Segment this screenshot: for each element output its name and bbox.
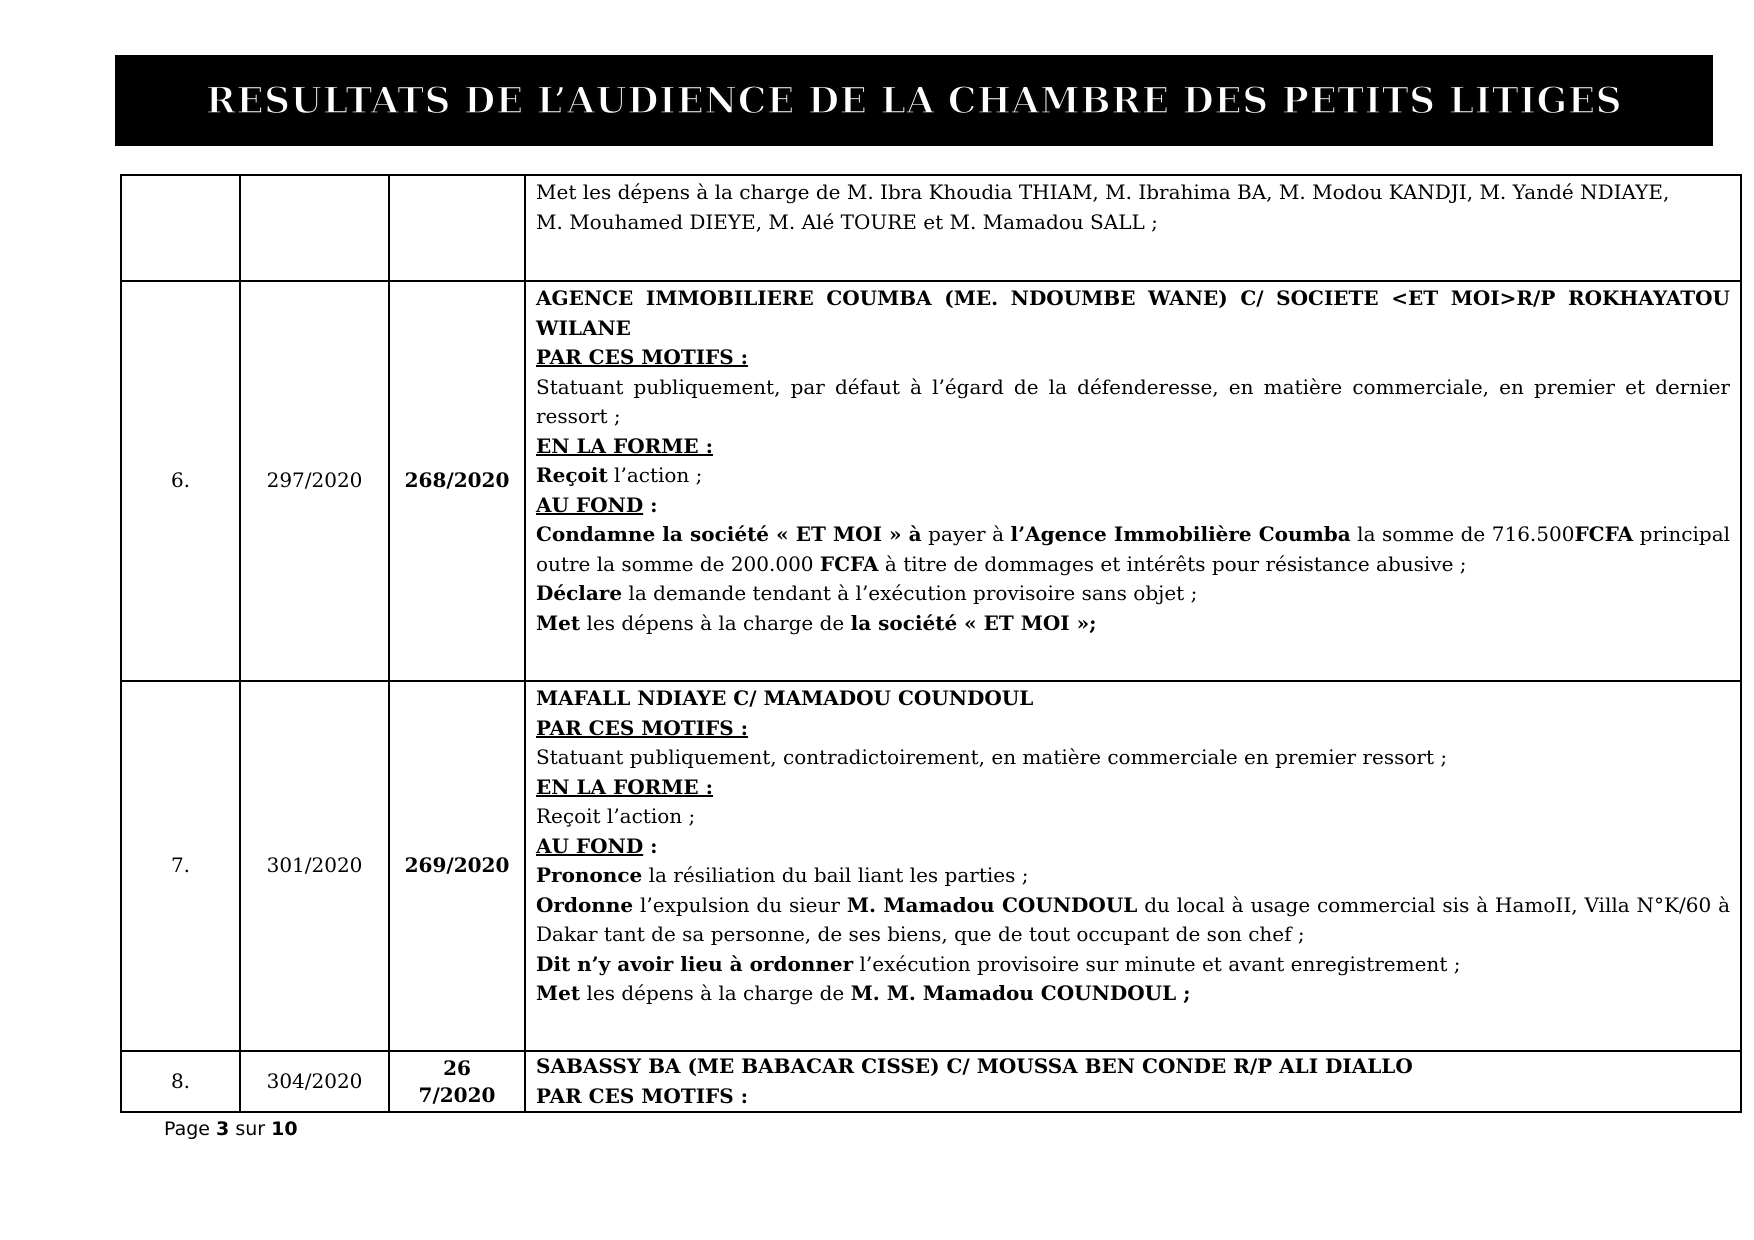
decision-line: Met les dépens à la charge de M. Ibra Khoudia THIAM, M. Ibrahima BA, M. Modou KANDJI, M. Yandé NDIAYE, [536,180,1670,204]
cell-jugement [389,1051,525,1112]
cell-number: 6. [121,281,240,681]
section-forme: EN LA FORME : [536,433,714,458]
cell-jugement: 269/2020 [389,681,525,1051]
section-motifs: PAR CES MOTIFS : [536,715,749,740]
cell-rg [240,175,389,281]
decision-statuant: Statuant publiquement, contradictoirement, en matière commerciale en premier ressort ; [536,745,1448,769]
cell-rg: 301/2020 [240,681,389,1051]
table-row-continued [121,175,1741,281]
text: à titre de dommages et intérêts pour résistance abusive ; [878,551,1467,576]
page-total: 10 [271,1118,298,1140]
results-table [120,174,1742,1113]
text: la demande tendant à l’exécution provisoire sans objet ; [622,581,1198,605]
cell-decision [525,1051,1741,1112]
text: du local à usage commercial sis à HamoII, Villa N°K/60 à Dakar tant de sa personne, de ses biens, que de tout occupant de son chef ; [536,892,1730,946]
decision-met [536,979,1730,1009]
decision-line: M. Mouhamed DIEYE, M. Alé TOURE et M. Mamadou SALL ; [536,209,1158,234]
keyword: Met [536,981,581,1005]
colon: : [643,833,658,858]
jugement-line: 7/2020 [418,1082,496,1107]
section-motifs: PAR CES MOTIFS : [536,1083,749,1108]
cell-decision [525,281,1741,681]
case-parties: SABASSY BA (ME BABACAR CISSE) C/ MOUSSA BEN CONDE R/P ALI DIALLO [536,1054,1413,1078]
page-label: Page [164,1118,217,1140]
text: principal outre la somme de 200.000 [536,522,1731,576]
keyword: l’Agence Immobilière Coumba [1010,522,1351,546]
header-banner [115,55,1713,146]
decision-met [536,609,1730,639]
text: la somme de 716.500 [1350,522,1575,546]
keyword: Reçoit [536,463,608,487]
page-current: 3 [216,1118,230,1140]
decision-statuant: Statuant publiquement, par défaut à l’égard de la défenderesse, en matière commerciale, en premier et dernier ressort ; [536,374,1730,428]
decision-declare [536,579,1730,609]
keyword: Condamne la société « ET MOI » à [536,522,922,546]
text: l’exécution provisoire sur minute et avant enregistrement ; [853,951,1461,976]
cell-rg: 297/2020 [240,281,389,681]
cell-decision [525,175,1741,281]
text: les dépens à la charge de [580,981,851,1005]
decision-prononce [536,861,1730,891]
keyword: M. Mamadou COUNDOUL [846,892,1138,917]
section-fond-line [536,832,1730,862]
decision-recoit: Reçoit l’action ; [536,804,696,828]
decision-recoit [536,461,1730,491]
table-row-7 [121,681,1741,1051]
cell-jugement [389,175,525,281]
cell-number [121,175,240,281]
keyword: Dit n’y avoir lieu à ordonner [536,951,854,976]
text: payer à [921,522,1011,546]
table-row-6 [121,281,1741,681]
case-parties: MAFALL NDIAYE C/ MAMADOU COUNDOUL [536,686,1034,710]
keyword: Déclare [536,581,623,605]
section-forme: EN LA FORME : [536,774,714,799]
text: l’expulsion du sieur [633,892,847,917]
keyword: la société « ET MOI »; [850,610,1097,635]
keyword: M. M. Mamadou COUNDOUL ; [850,981,1191,1005]
decision-ordonne [536,891,1730,950]
colon: : [643,492,658,517]
cell-decision [525,681,1741,1051]
section-motifs: PAR CES MOTIFS : [536,345,749,369]
cell-jugement: 268/2020 [389,281,525,681]
keyword: FCFA [819,551,879,576]
section-fond-line [536,491,1730,521]
page-sur: sur [229,1118,272,1140]
case-parties: AGENCE IMMOBILIERE COUMBA (ME. NDOUMBE WANE) C/ SOCIETE <ET MOI>R/P ROKHAYATOU WILANE [536,286,1730,340]
page-title: RESULTATS DE L’AUDIENCE DE LA CHAMBRE DES PETITS LITIGES [205,79,1623,122]
cell-number: 8. [121,1051,240,1112]
page-footer [164,1118,298,1140]
decision-condamne [536,520,1730,579]
keyword: Prononce [536,863,643,887]
text: l’action ; [607,463,703,487]
decision-dit [536,950,1730,980]
jugement-line: 26 [443,1055,471,1080]
keyword: Ordonne [536,892,634,917]
keyword: Met [536,610,581,635]
text: les dépens à la charge de [580,610,851,635]
section-fond: AU FOND [536,492,644,517]
cell-number: 7. [121,681,240,1051]
cell-rg: 304/2020 [240,1051,389,1112]
section-fond: AU FOND [536,833,644,858]
table-row-8 [121,1051,1741,1112]
text: la résiliation du bail liant les parties ; [642,863,1029,887]
keyword: FCFA [1574,522,1634,546]
